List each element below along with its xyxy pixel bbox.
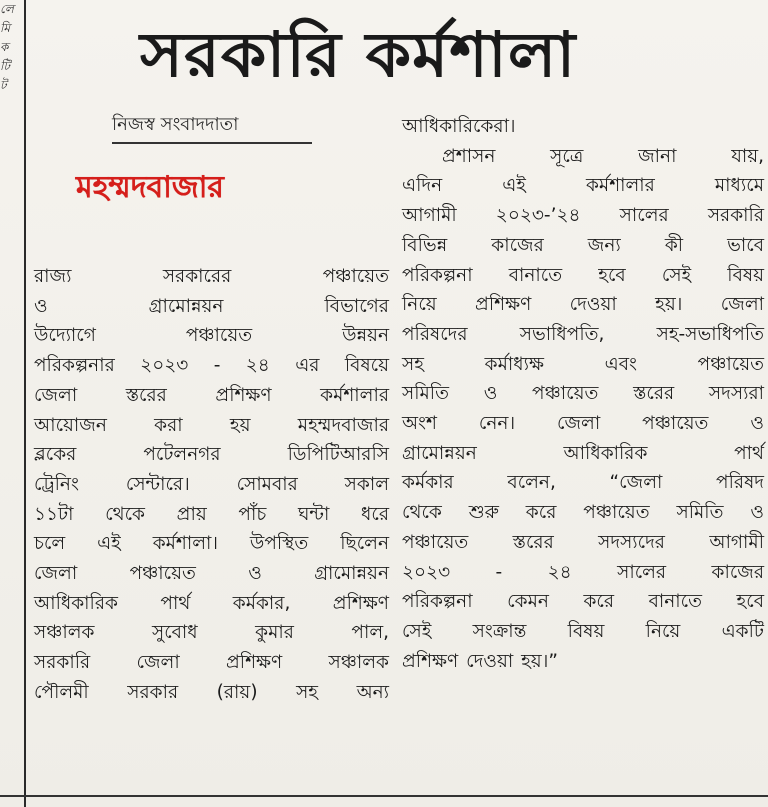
column-divider — [24, 0, 26, 807]
bottom-rule — [0, 795, 768, 797]
text-line: ১১টা থেকে প্রায় পাঁচ ঘন্টা ধরে — [34, 503, 389, 525]
right-column — [402, 112, 764, 676]
text-line: চলে এই কর্মশালা। উপস্থিত ছিলেন — [34, 533, 389, 555]
adjacent-column-fragment — [0, 0, 22, 140]
text-line: ২০২৩ - ২৪ সালের কাজের — [402, 561, 764, 583]
text-line: সঞ্চালক সুবোধ কুমার পাল, — [34, 622, 389, 644]
margin-fragment: টি — [0, 59, 10, 73]
text-line: পরিষদের সভাধিপতি, সহ-সভাধিপতি — [402, 323, 764, 345]
text-line: সহ কর্মাধ্যক্ষ এবং পঞ্চায়েত — [402, 353, 764, 375]
text-line: পরিকল্পনার ২০২৩ - ২৪ এর বিষয়ে — [34, 355, 389, 377]
text-line: রাজ্য সরকারের পঞ্চায়েত — [34, 266, 389, 287]
text-line: এদিন এই কর্মশালার মাধ্যমে — [402, 175, 764, 197]
byline: নিজস্ব সংবাদদাতা — [112, 114, 239, 135]
text-line: পরিকল্পনা কেমন করে বানাতে হবে — [402, 591, 764, 613]
text-line: ট্রেনিং সেন্টারে। সোমবার সকাল — [34, 473, 389, 495]
text-line: বিভিন্ন কাজের জন্য কী ভাবে — [402, 234, 764, 256]
margin-fragment: ট — [0, 78, 7, 92]
text-line: সমিতি ও পঞ্চায়েত স্তরের সদস্যরা — [402, 383, 764, 405]
article-headline: সরকারি কর্মশালা — [140, 18, 577, 91]
text-line: কর্মকার বলেন, “জেলা পরিষদ — [402, 472, 764, 494]
text-line: উদ্যোগে পঞ্চায়েত উন্নয়ন — [34, 325, 389, 347]
text-line: সরকারি জেলা প্রশিক্ষণ সঞ্চালক — [34, 652, 389, 674]
text-line: ও গ্রামোন্নয়ন বিভাগের — [34, 295, 389, 317]
text-line: ব্লকের পটেলনগর ডিপিটিআরসি — [34, 444, 389, 466]
left-column — [34, 112, 389, 708]
byline-underline — [112, 142, 312, 144]
text-line: থেকে শুরু করে পঞ্চায়েত সমিতি ও — [402, 502, 764, 524]
margin-fragment: লে — [0, 2, 14, 16]
text-line: আধিকারিকেরা। — [402, 116, 516, 137]
text-line: আগামী ২০২৩-’২৪ সালের সরকারি — [402, 205, 764, 227]
text-line: পঞ্চায়েত স্তরের সদস্যদের আগামী — [402, 531, 764, 553]
text-line: প্রশাসন সূত্রে জানা যায়, — [442, 145, 764, 167]
text-line: জেলা স্তরের প্রশিক্ষণ কর্মশালার — [34, 384, 389, 406]
text-line: সেই সংক্রান্ত বিষয় নিয়ে একটি — [402, 620, 764, 642]
margin-fragment: ক — [0, 40, 9, 54]
text-line: গ্রামোন্নয়ন আধিকারিক পার্থ — [402, 442, 764, 464]
text-line: অংশ নেন। জেলা পঞ্চায়েত ও — [402, 413, 764, 435]
right-column-body — [402, 112, 764, 676]
text-line: প্রশিক্ষণ দেওয়া হয়।” — [402, 650, 558, 672]
text-line: আয়োজন করা হয় মহম্মদবাজার — [34, 414, 389, 436]
text-line: আধিকারিক পার্থ কর্মকার, প্রশিক্ষণ — [34, 592, 389, 614]
text-line: পরিকল্পনা বানাতে হবে সেই বিষয় — [402, 264, 764, 286]
margin-fragment: মি — [0, 21, 11, 35]
text-line: পৌলমী সরকার (রায়) সহ অন্য — [34, 681, 389, 703]
text-line: জেলা পঞ্চায়েত ও গ্রামোন্নয়ন — [34, 563, 389, 585]
left-column-body — [34, 262, 389, 708]
dateline: মহম্মদবাজার — [76, 170, 224, 205]
text-line: নিয়ে প্রশিক্ষণ দেওয়া হয়। জেলা — [402, 294, 764, 316]
